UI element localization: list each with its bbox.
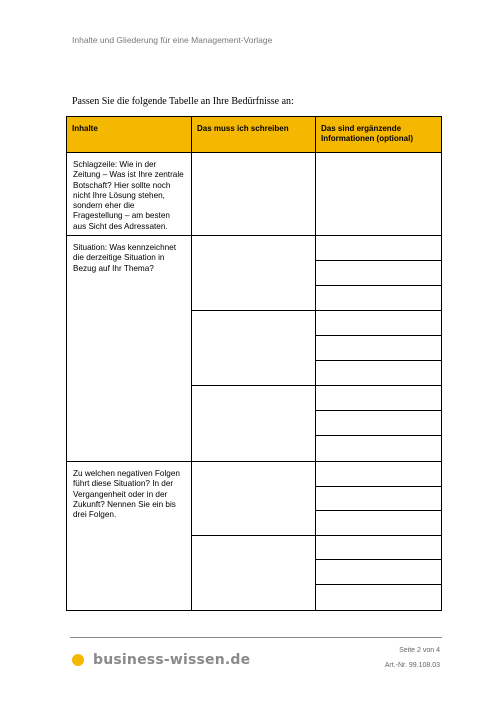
row-label-situation: Situation: Was kennzeichnet die derzeitige Situation in Bezug auf Ihr Thema? xyxy=(73,243,177,273)
info-cell[interactable] xyxy=(316,487,441,512)
info-cell[interactable] xyxy=(316,311,441,336)
write-cell[interactable] xyxy=(192,236,315,311)
write-cell[interactable] xyxy=(192,153,316,236)
header-informationen: Das sind ergänzende Informationen (optional) xyxy=(316,117,442,153)
table-row xyxy=(67,153,442,236)
brand-dot-icon xyxy=(72,654,84,666)
header-inhalte: Inhalte xyxy=(67,117,192,153)
table-header-row xyxy=(67,117,442,153)
info-cell[interactable] xyxy=(316,236,441,261)
info-cell-group xyxy=(316,236,442,462)
template-table xyxy=(66,116,442,611)
row-label-cell xyxy=(67,236,192,462)
info-cell[interactable] xyxy=(316,511,441,536)
write-cell[interactable] xyxy=(192,536,315,610)
footer-divider xyxy=(70,637,442,638)
info-cell[interactable] xyxy=(316,286,441,311)
info-cell-group xyxy=(316,462,442,611)
write-cell-group xyxy=(192,462,316,611)
row-label-schlagzeile: Schlagzeile: Wie in der Zeitung – Was ist Ihre zentrale Botschaft? Hier sollte noch nicht Ihre Lösung stehen, sondern eher die Fragestellung – am besten aus Sicht des Adressaten. xyxy=(73,160,184,231)
info-cell[interactable] xyxy=(316,411,441,436)
info-cell[interactable] xyxy=(316,361,441,386)
write-cell[interactable] xyxy=(192,311,315,386)
info-cell[interactable] xyxy=(316,436,441,461)
info-cell[interactable] xyxy=(316,386,441,411)
info-cell[interactable] xyxy=(316,462,441,487)
info-cell[interactable] xyxy=(316,536,441,561)
write-cell[interactable] xyxy=(192,462,315,536)
write-cell-group xyxy=(192,236,316,462)
table-row xyxy=(67,462,442,611)
brand-logo xyxy=(72,652,250,668)
row-label-cell xyxy=(67,153,192,236)
intro-text: Passen Sie die folgende Tabelle an Ihre Bedürfnisse an: xyxy=(72,96,294,107)
article-number: Art.-Nr. 99.108.03 xyxy=(384,662,440,669)
document-header: Inhalte und Gliederung für eine Management-Vorlage xyxy=(72,35,273,45)
row-label-cell xyxy=(67,462,192,611)
page-number: Seite 2 von 4 xyxy=(399,647,440,654)
brand-name: business-wissen.de xyxy=(93,652,251,668)
write-cell[interactable] xyxy=(192,386,315,461)
header-schreiben: Das muss ich schreiben xyxy=(192,117,316,153)
table-row xyxy=(67,236,442,462)
info-cell[interactable] xyxy=(316,585,441,610)
info-cell[interactable] xyxy=(316,336,441,361)
info-cell[interactable] xyxy=(316,153,442,236)
info-cell[interactable] xyxy=(316,560,441,585)
row-label-folgen: Zu welchen negativen Folgen führt diese Situation? In der Vergangenheit oder in der Zukunft? Nennen Sie ein bis drei Folgen. xyxy=(73,469,180,519)
info-cell[interactable] xyxy=(316,261,441,286)
